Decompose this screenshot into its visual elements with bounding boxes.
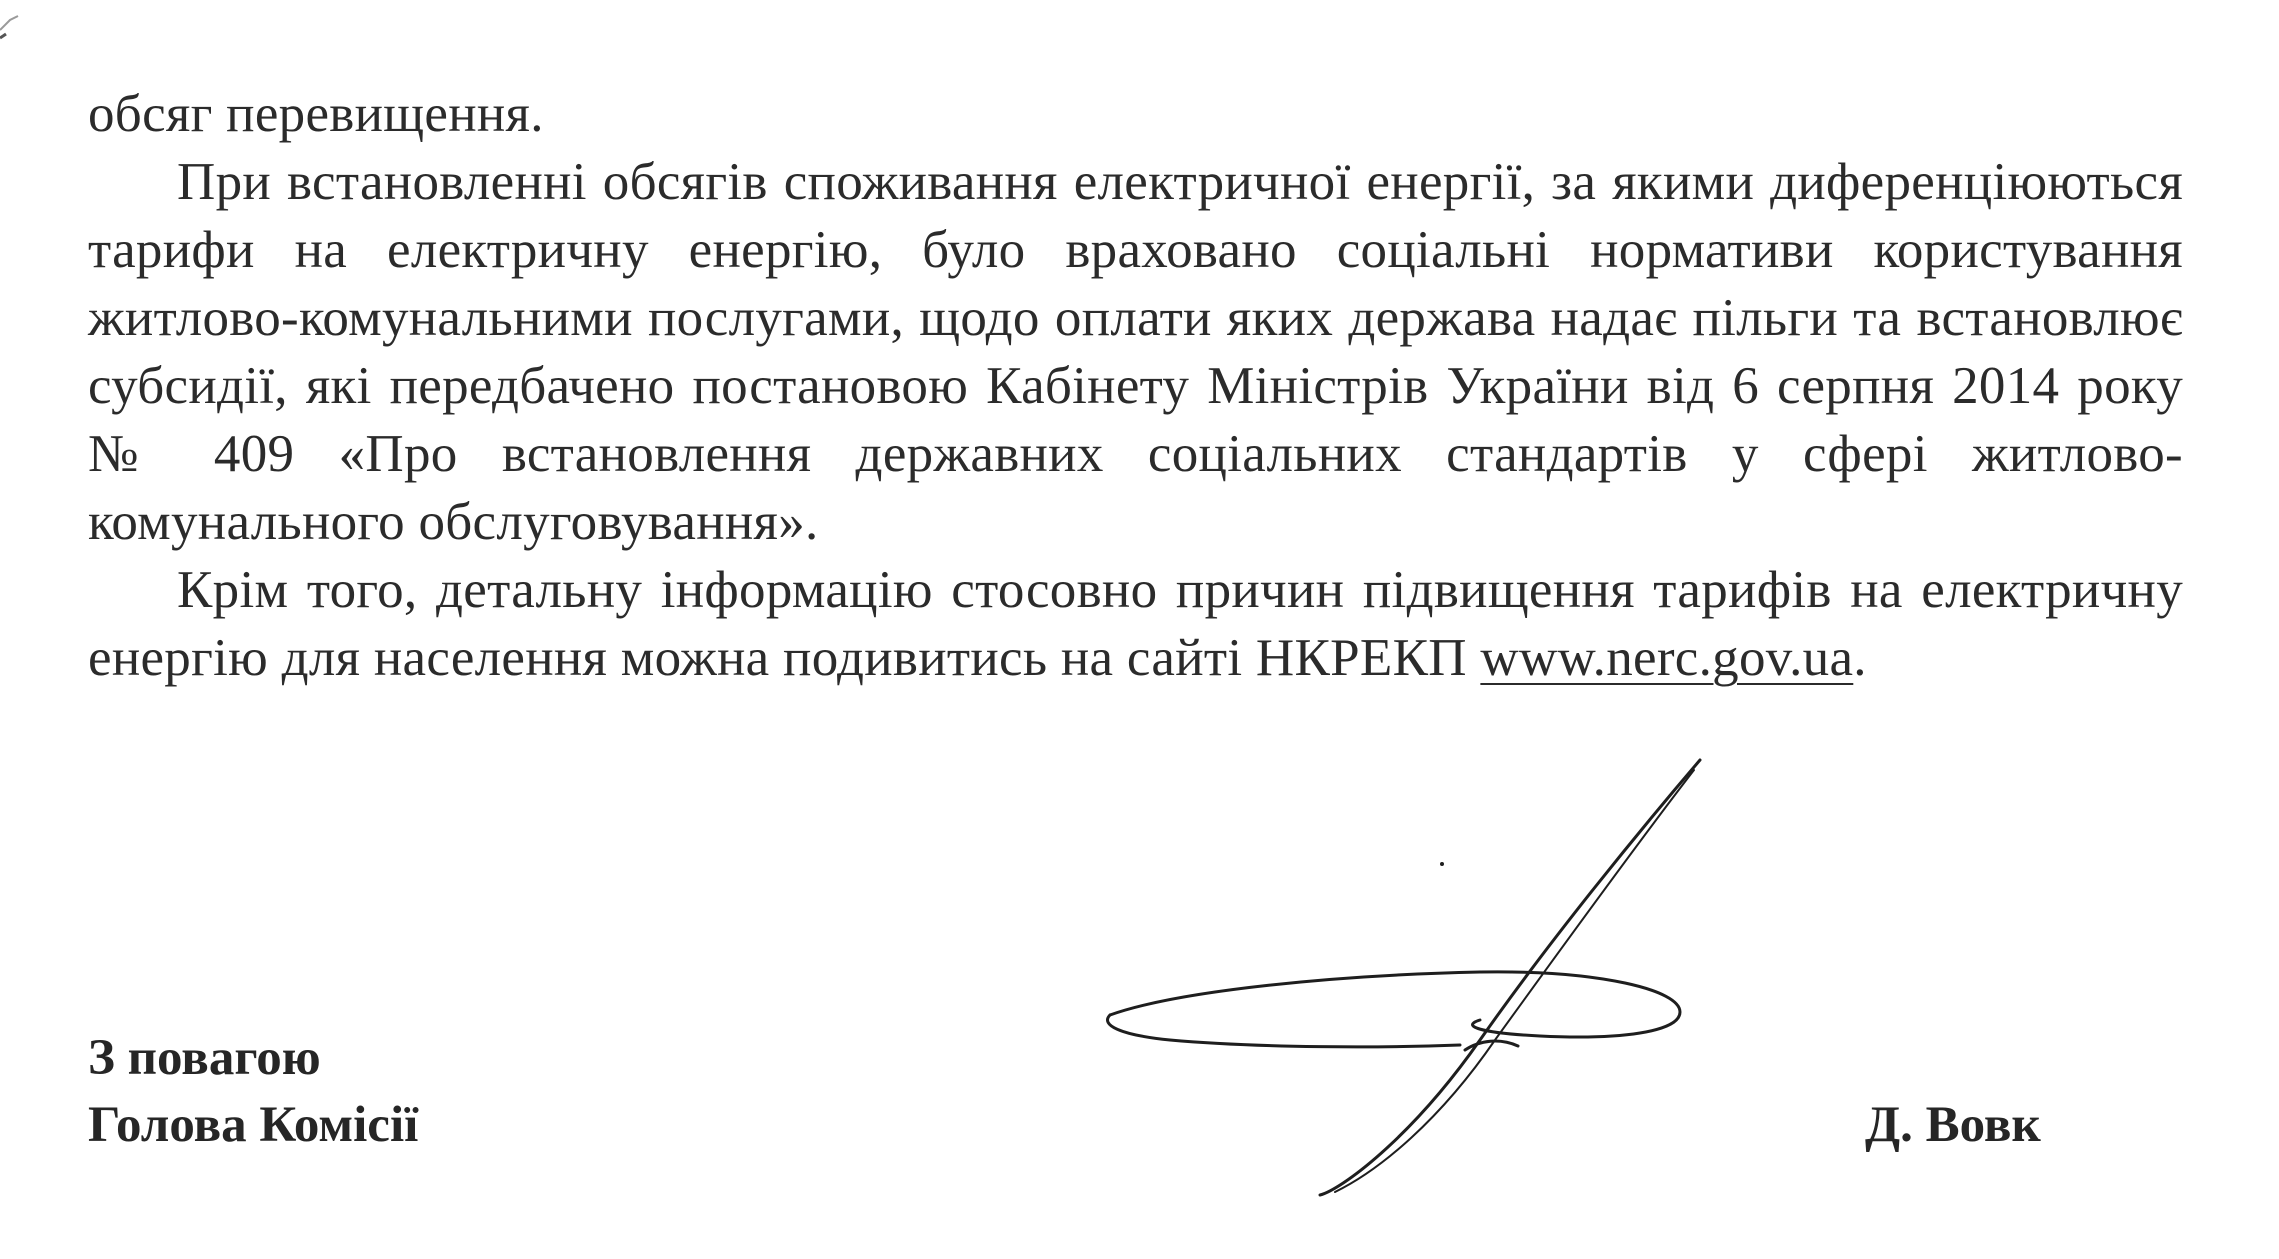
staple-mark [0, 0, 60, 60]
paragraph-trailing-period: . [1853, 629, 1867, 687]
letter-body [88, 80, 2183, 692]
paragraph-website-info [88, 556, 2183, 692]
paragraph-continuation: обсяг перевищення. [88, 85, 544, 143]
closing-block [88, 1025, 418, 1159]
closing-title: Голова Комісії [88, 1097, 419, 1153]
paragraph-website-text: Крім того, детальну інформацію стосовно причин підвищення тарифів на електричну енергію для населення можна подивитись на сайті НКРЕКП [88, 561, 2183, 687]
website-link[interactable]: www.nerc.gov.ua [1480, 629, 1854, 687]
signer-name: Д. Вовк [1865, 1097, 2041, 1153]
closing-regards: З повагою [88, 1030, 321, 1086]
handwritten-signature [1080, 740, 1720, 1210]
paragraph-tariff-norms: При встановленні обсягів споживання електричної енергії, за якими диференціюються тарифи на електричну енергію, було враховано соціальні нормативи користування житлово-комунальними послугами, щодо оплати яких держава надає пільги та встановлює субсидії, які передбачено постановою Кабінету Міністрів України від 6 серпня 2014 року № 409 «Про встановлення державних соціальних стандартів у сфері житлово-комунального обслуговування». [88, 153, 2183, 551]
